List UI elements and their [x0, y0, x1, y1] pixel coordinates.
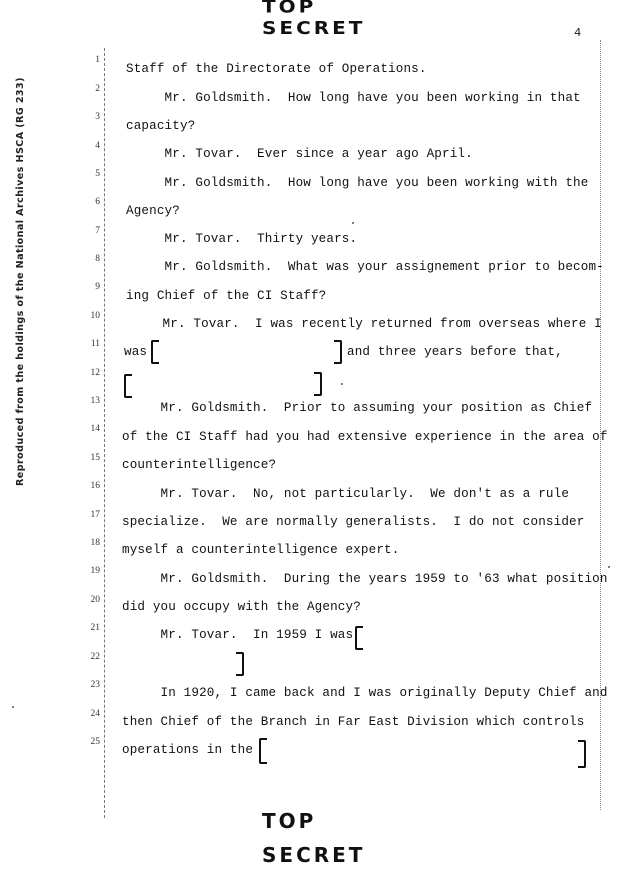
redaction-bracket-open [259, 738, 267, 764]
transcript-line: Mr. Tovar. Thirty years. [126, 232, 358, 246]
line-number: 16 [90, 481, 100, 491]
line-number: 22 [90, 652, 100, 662]
line-number: 3 [95, 112, 100, 122]
line-number: 12 [90, 368, 100, 378]
scan-speck [608, 566, 610, 568]
transcript-line: did you occupy with the Agency? [122, 600, 361, 614]
transcript-line: In 1920, I came back and I was originally Deputy Chief and [122, 686, 608, 700]
redaction-bracket-close [314, 372, 322, 396]
line-number: 4 [95, 141, 100, 151]
line-number: 25 [90, 737, 100, 747]
line-number: 15 [90, 453, 100, 463]
transcript-line: Mr. Goldsmith. During the years 1959 to '63 what position [122, 572, 608, 586]
line-number: 20 [90, 595, 100, 605]
transcript-line: Staff of the Directorate of Operations. [126, 62, 427, 76]
left-margin-rule [104, 48, 105, 818]
transcript-line: Mr. Goldsmith. How long have you been working with the [126, 176, 589, 190]
line-number: 19 [90, 566, 100, 576]
redaction-bracket-open [151, 340, 159, 364]
line-number: 2 [95, 84, 100, 94]
line-number: 1 [95, 55, 100, 65]
line-number: 21 [90, 623, 100, 633]
transcript-line: Mr. Tovar. I was recently returned from overseas where I [124, 317, 602, 331]
top-secret-header: TOP SECRET [262, 0, 366, 39]
redaction-bracket-close [578, 740, 586, 768]
line-number: 7 [95, 226, 100, 236]
redaction-bracket-close [334, 340, 342, 364]
transcript-line: then Chief of the Branch in Far East Division which controls [122, 715, 585, 729]
transcript-line: was [124, 345, 148, 359]
scan-speck [341, 383, 343, 385]
line-number: 9 [95, 282, 100, 292]
line-number: 13 [90, 396, 100, 406]
transcript-line: Mr. Tovar. Ever since a year ago April. [126, 147, 473, 161]
transcript-line: Mr. Tovar. No, not particularly. We don't as a rule [122, 487, 570, 501]
page-number: 4 [574, 26, 582, 40]
transcript-line: Mr. Tovar. In 1959 I was [122, 628, 354, 642]
transcript-line: myself a counterintelligence expert. [122, 543, 400, 557]
redaction-bracket-close [236, 652, 244, 676]
transcript-line: specialize. We are normally generalists. I do not consider [122, 515, 585, 529]
transcript-line: of the CI Staff had you had extensive experience in the area of [122, 430, 608, 444]
transcript-line: counterintelligence? [122, 458, 277, 472]
scan-speck [12, 706, 14, 708]
transcript-line: Mr. Goldsmith. How long have you been working in that [126, 91, 581, 105]
line-number: 6 [95, 197, 100, 207]
archive-reproduction-note: Reproduced from the holdings of the National Archives HSCA (RG 233) [15, 77, 26, 486]
line-number: 24 [90, 709, 100, 719]
transcript-line: Mr. Goldsmith. What was your assignement prior to becom- [126, 260, 604, 274]
line-number: 18 [90, 538, 100, 548]
redaction-bracket-open [124, 374, 132, 398]
transcript-line: Mr. Goldsmith. Prior to assuming your position as Chief [122, 401, 593, 415]
transcript-line: capacity? [126, 119, 196, 133]
top-secret-footer: TOP SECRET [262, 809, 366, 867]
line-number: 23 [90, 680, 100, 690]
line-number: 17 [90, 510, 100, 520]
scan-speck [352, 222, 354, 224]
transcript-line: ing Chief of the CI Staff? [126, 289, 327, 303]
line-number: 5 [95, 169, 100, 179]
line-number: 10 [90, 311, 100, 321]
line-number: 11 [90, 339, 100, 349]
line-number: 14 [90, 424, 100, 434]
transcript-line: operations in the [122, 743, 254, 757]
transcript-line-continuation: and three years before that, [347, 345, 563, 359]
redaction-bracket-open [355, 626, 363, 650]
line-number: 8 [95, 254, 100, 264]
transcript-line: Agency? [126, 204, 180, 218]
